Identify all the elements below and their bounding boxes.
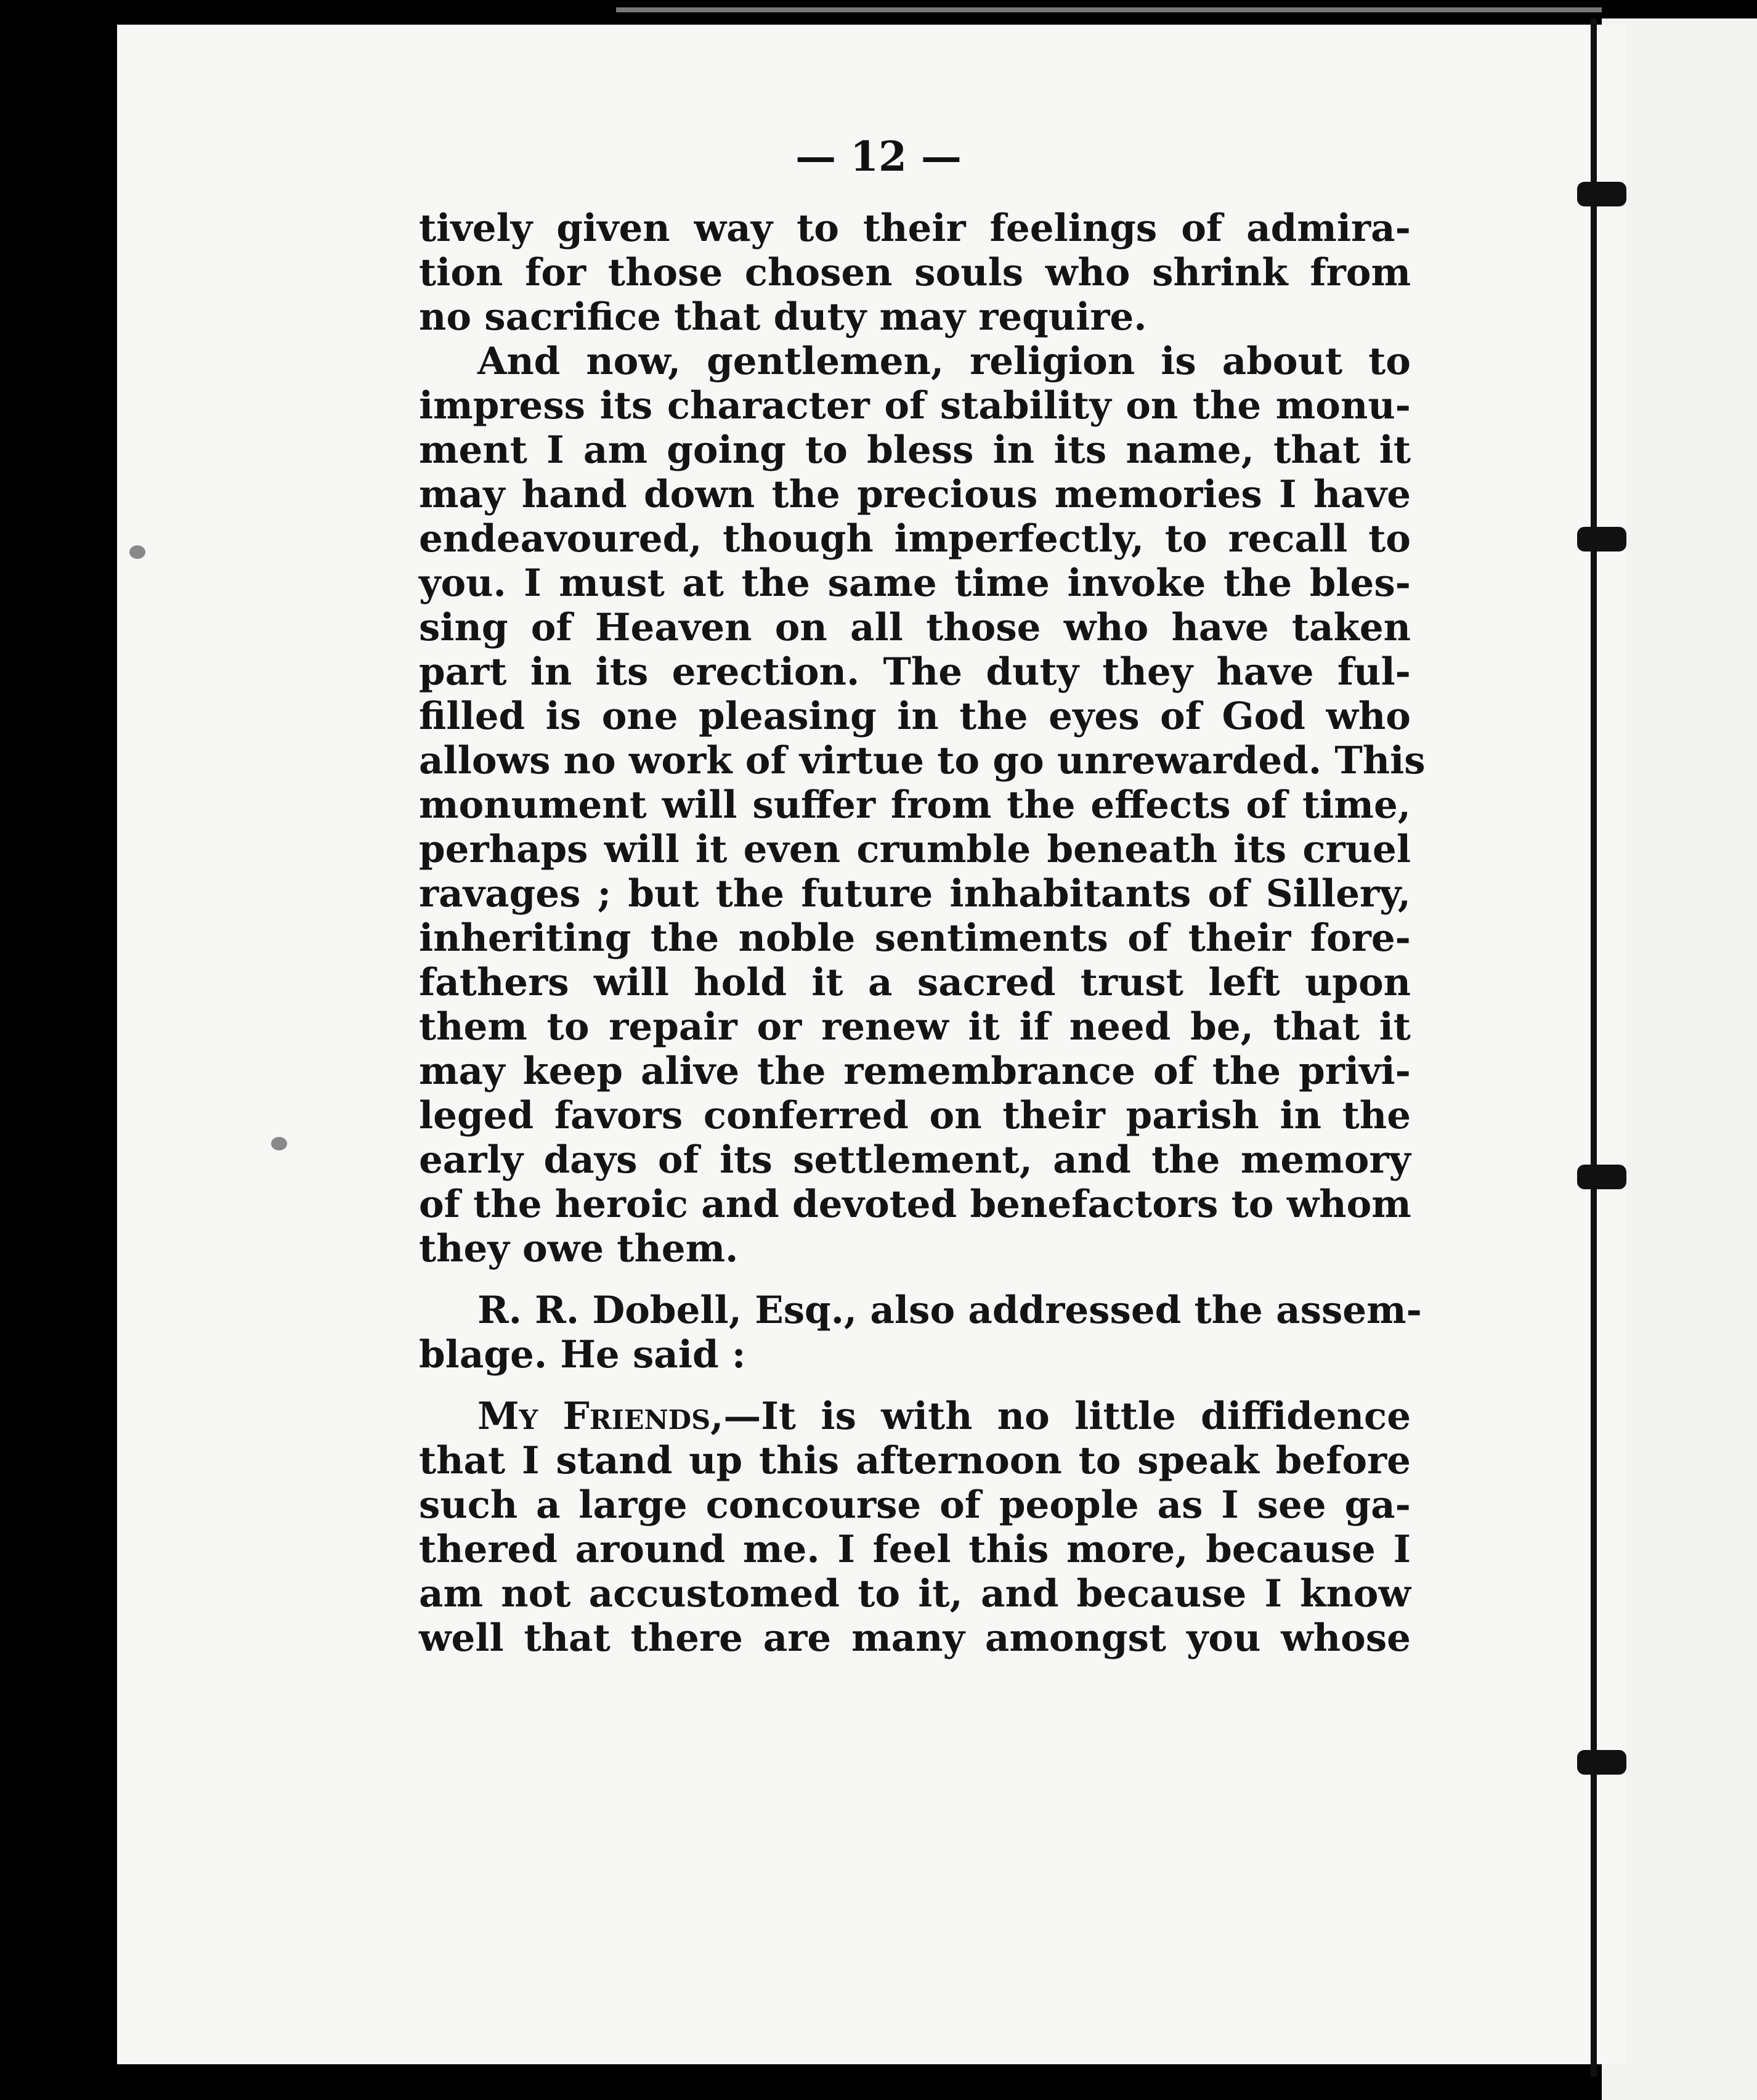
text-line: inheriting the noble sentiments of their fore- [419, 916, 1411, 960]
paragraph [419, 1288, 1422, 1377]
paragraph [419, 1394, 1411, 1661]
salutation: My Friends, [477, 1394, 724, 1438]
paragraph [419, 340, 1426, 1271]
text-line: may keep alive the remembrance of the privi- [419, 1049, 1411, 1093]
text-line: leged favors conferred on their parish in the [419, 1094, 1411, 1138]
text-line: no sacrifice that duty may require. [419, 295, 1147, 339]
binding-stitch [1577, 182, 1626, 206]
text-line: part in its erection. The duty they have ful- [419, 650, 1411, 694]
text-line: such a large concourse of people as I see ga- [419, 1483, 1411, 1527]
text-line: ment I am going to bless in its name, that it [419, 428, 1411, 472]
text-line: am not accustomed to it, and because I know [419, 1572, 1411, 1616]
scan-speck [271, 1137, 287, 1150]
text-line: fathers will hold it a sacred trust left upon [419, 961, 1411, 1004]
text-line: filled is one pleasing in the eyes of God who [419, 694, 1411, 738]
text-line: thered around me. I feel this more, because I [419, 1528, 1411, 1571]
text-line: allows no work of virtue to go unrewarded. This [419, 739, 1426, 783]
text-line: tion for those chosen souls who shrink from [419, 251, 1411, 295]
text-line: blage. He said : [419, 1333, 746, 1377]
text-line: well that there are many amongst you whose [419, 1616, 1411, 1660]
text-line: endeavoured, though imperfectly, to recall to [419, 517, 1411, 561]
binding-stitch [1577, 1165, 1626, 1189]
binding-stitch [1577, 527, 1626, 551]
binding-stitch [1577, 1750, 1626, 1775]
text-line: ravages ; but the future inhabitants of Sillery, [419, 872, 1411, 916]
text-line: early days of its settlement, and the memory [419, 1138, 1411, 1182]
text-line: you. I must at the same time invoke the bles- [419, 561, 1411, 605]
top-edge-rule [616, 7, 1602, 12]
text-line: of the heroic and devoted benefactors to whom [419, 1182, 1411, 1226]
text-line: tively given way to their feelings of admira- [419, 206, 1411, 250]
text-line: And now, gentlemen, religion is about to [477, 340, 1411, 383]
text-line [419, 1394, 1411, 1439]
text-line: may hand down the precious memories I have [419, 473, 1411, 516]
text-line: perhaps will it even crumble beneath its cruel [419, 828, 1411, 871]
text-fragment: —It is with no little diffidence [723, 1394, 1411, 1438]
scan-speck [129, 545, 145, 559]
body-text [419, 206, 1426, 1661]
page-number: — 12 — [795, 132, 962, 181]
text-line: sing of Heaven on all those who have taken [419, 606, 1411, 649]
text-line: R. R. Dobell, Esq., also addressed the assem- [477, 1288, 1422, 1332]
text-line: they owe them. [419, 1227, 739, 1271]
text-line: impress its character of stability on the monu- [419, 384, 1411, 428]
paragraph [419, 206, 1411, 340]
text-line: them to repair or renew it if need be, that it [419, 1005, 1411, 1049]
text-line: monument will suffer from the effects of time, [419, 783, 1411, 827]
text-line: that I stand up this afternoon to speak before [419, 1439, 1411, 1483]
